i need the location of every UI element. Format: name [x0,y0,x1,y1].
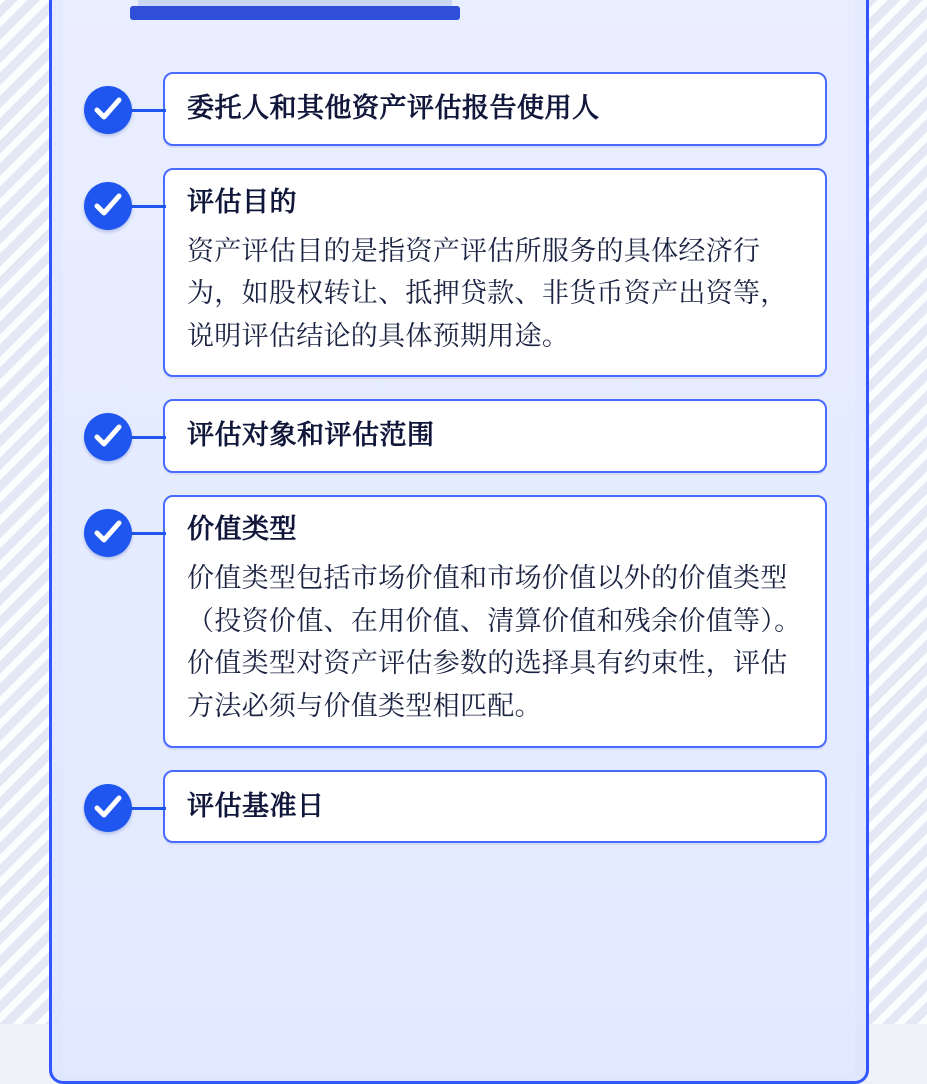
illustration-desk [130,6,460,20]
item-body: 价值类型包括市场价值和市场价值以外的价值类型（投资价值、在用价值、清算价值和残余价值等）。价值类型对资产评估参数的选择具有约束性，评估方法必须与价值类型相匹配。 [187,562,802,721]
connector-line [128,807,166,810]
check-circle-icon [84,509,132,557]
connector-line [128,436,166,439]
item-title: 评估目的 [187,186,297,217]
item-card[interactable] [163,495,827,747]
item-card[interactable] [163,770,827,844]
check-circle-icon [84,182,132,230]
list-item [0,495,927,747]
item-title: 评估基准日 [187,790,325,821]
list-item [0,399,927,473]
item-title: 评估对象和评估范围 [187,420,435,451]
item-body: 资产评估目的是指资产评估所服务的具体经济行为，如股权转让、抵押贷款、非货币资产出资等，说明评估结论的具体预期用途。 [187,235,788,351]
item-card[interactable] [163,168,827,378]
item-card[interactable] [163,399,827,473]
item-title: 价值类型 [187,514,297,545]
list-item [0,72,927,146]
connector-line [128,532,166,535]
list-item [0,770,927,844]
handshake-illustration [130,0,460,20]
checklist [0,36,927,843]
check-circle-icon [84,413,132,461]
connector-line [128,205,166,208]
connector-line [128,109,166,112]
list-item [0,168,927,378]
check-circle-icon [84,784,132,832]
item-card[interactable] [163,72,827,146]
check-circle-icon [84,86,132,134]
item-title: 委托人和其他资产评估报告使用人 [187,93,600,123]
